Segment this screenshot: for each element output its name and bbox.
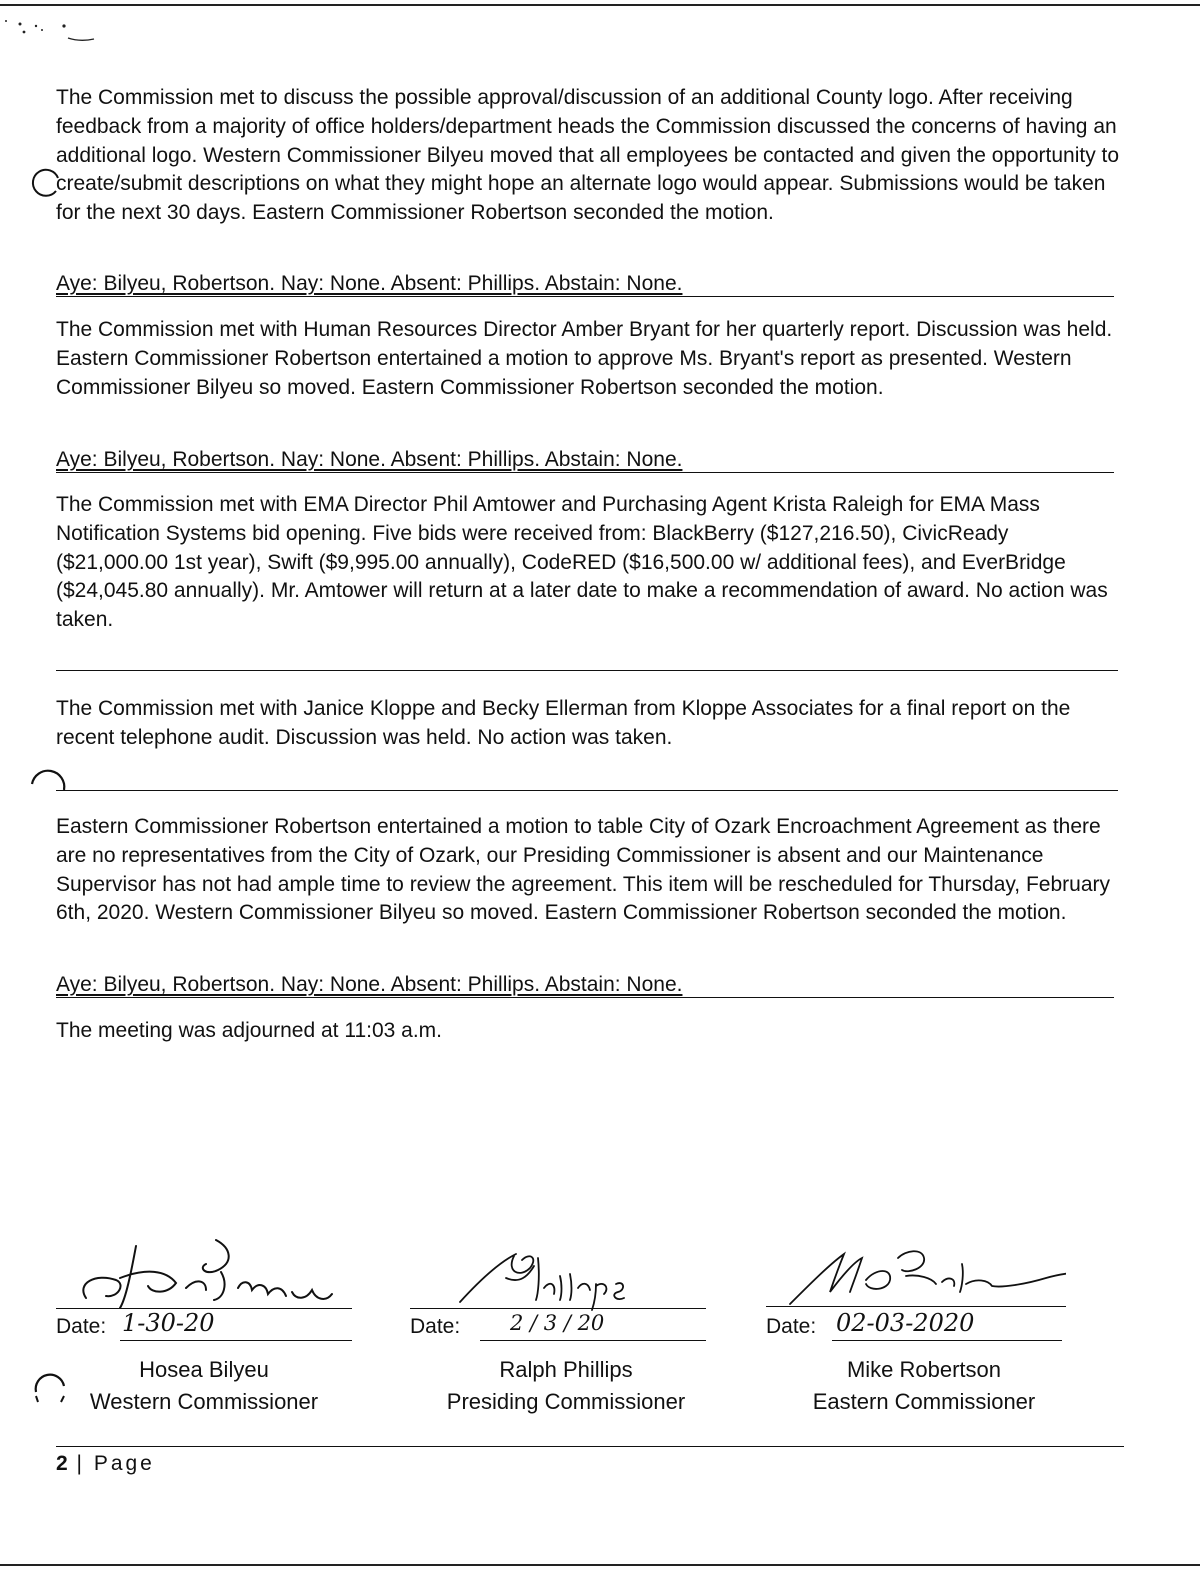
page-number	[56, 1452, 155, 1476]
signer-name: Hosea Bilyeu	[139, 1357, 269, 1382]
date-label: Date:	[410, 1315, 461, 1338]
vote-record-2: Aye: Bilyeu, Robertson. Nay: None. Absent: Phillips. Abstain: None.	[56, 448, 1114, 473]
section-rule-1	[56, 670, 1118, 671]
signer-robertson	[774, 1354, 1074, 1418]
paragraph-adjournment: The meeting was adjourned at 11:03 a.m.	[56, 1019, 443, 1042]
punch-hole-middle	[28, 768, 70, 806]
signature-bilyeu	[56, 1228, 356, 1312]
date-value-robertson: 02-03-2020	[836, 1309, 975, 1337]
date-row-robertson	[766, 1309, 975, 1340]
page-label: | Page	[76, 1452, 155, 1475]
paragraph-hr-report: The Commission met with Human Resources Director Amber Bryant for her quarterly report. Discussion was held. Eastern Commissioner Robertson entertained a motion to approve Ms. Bryant's report as presented. Western Commissioner Bilyeu so moved. Eastern Commissioner Robertson seconded the motion.	[56, 318, 1113, 399]
footer-rule	[56, 1446, 1124, 1447]
date-row-phillips	[410, 1311, 605, 1340]
signature-robertson	[766, 1228, 1066, 1312]
signature-phillips	[410, 1228, 710, 1312]
date-line-robertson	[832, 1340, 1062, 1341]
date-line-bilyeu	[120, 1340, 352, 1341]
signer-title: Western Commissioner	[89, 1389, 319, 1414]
date-label: Date:	[56, 1315, 107, 1338]
date-label: Date:	[766, 1315, 817, 1338]
paragraph-ozark-agreement: Eastern Commissioner Robertson entertained a motion to table City of Ozark Encroachment Agreement as there are no representatives from the City of Ozark, our Presiding Commissioner is absent and our Maintenance Supervisor has not had ample time to review the agreement. This item will be rescheduled for Thursday, February 6th, 2020. Western Commissioner Bilyeu so moved. Eastern Commissioner Robertson seconded the motion.	[56, 815, 1111, 925]
signer-name: Ralph Phillips	[499, 1357, 633, 1382]
vote-record-3: Aye: Bilyeu, Robertson. Nay: None. Absent: Phillips. Abstain: None.	[56, 973, 1114, 998]
top-border	[0, 4, 1200, 6]
paragraph-ema-bids: The Commission met with EMA Director Phil Amtower and Purchasing Agent Krista Raleigh for EMA Mass Notification Systems bid opening. Five bids were received from: BlackBerry ($127,216.50), CivicReady ($21,000.00 1st year), Swift ($9,995.00 annually), CodeRED ($16,500.00 w/ additional fees), and EverBridge ($24,045.80 annually). Mr. Amtower will return at a later date to make a recommendation of award. No action was taken.	[56, 493, 1108, 632]
date-line-phillips	[480, 1340, 706, 1341]
date-value-phillips: 2 / 3 / 20	[510, 1311, 605, 1335]
signature-line-phillips	[410, 1308, 706, 1309]
paragraph-logo-discussion: The Commission met to discuss the possible approval/discussion of an additional County logo. After receiving feedback from a majority of office holders/department heads the Commission discussed the concerns of having an additional logo. Western Commissioner Bilyeu moved that all employees be contacted and given the opportunity to create/submit descriptions on what they might hope an alternate logo would appear. Submissions would be taken for the next 30 days. Eastern Commissioner Robertson seconded the motion.	[56, 86, 1120, 225]
page-number-value: 2	[56, 1452, 68, 1475]
punch-hole-top	[30, 164, 60, 200]
signer-bilyeu	[54, 1354, 354, 1418]
bottom-border	[0, 1564, 1200, 1566]
signer-name: Mike Robertson	[846, 1357, 1002, 1382]
paragraph-telephone-audit: The Commission met with Janice Kloppe and Becky Ellerman from Kloppe Associates for a final report on the recent telephone audit. Discussion was held. No action was taken.	[56, 697, 1071, 749]
date-value-bilyeu: 1-30-20	[122, 1309, 215, 1337]
section-rule-2	[56, 790, 1118, 791]
signer-phillips	[416, 1354, 716, 1418]
signer-title: Presiding Commissioner	[446, 1389, 686, 1414]
signature-line-robertson	[766, 1306, 1066, 1307]
date-row-bilyeu	[56, 1309, 215, 1340]
scan-specks	[4, 18, 104, 54]
vote-record-1: Aye: Bilyeu, Robertson. Nay: None. Absent: Phillips. Abstain: None.	[56, 272, 1114, 297]
signer-title: Eastern Commissioner	[812, 1389, 1036, 1414]
